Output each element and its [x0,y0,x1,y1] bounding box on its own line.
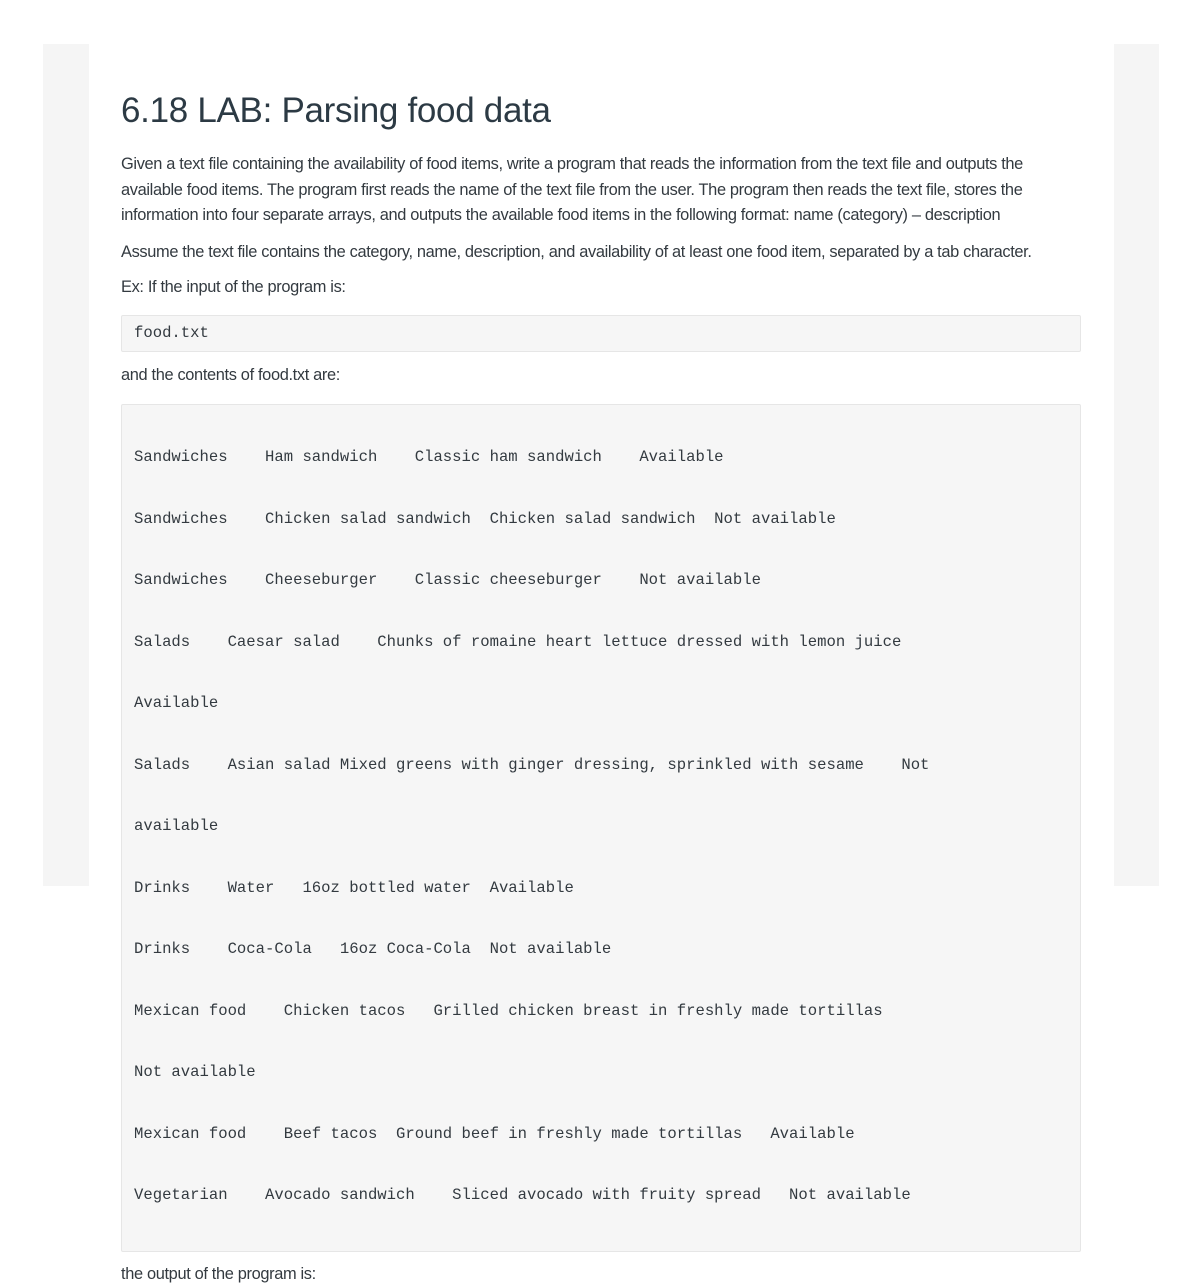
lab-content [121,44,1081,1287]
assumption-paragraph: Assume the text file contains the category, name, description, and availability of at least one food item, separated by a tab character. [121,240,1081,266]
file-line: Vegetarian Avocado sandwich Sliced avocado with fruity spread Not available [134,1183,1080,1209]
file-line: Available [134,691,1080,717]
page-title: 6.18 LAB: Parsing food data [121,89,1081,133]
file-line: Sandwiches Ham sandwich Classic ham sandwich Available [134,445,1080,471]
left-gutter [43,44,89,886]
file-line: Drinks Coca-Cola 16oz Coca-Cola Not available [134,937,1080,963]
file-contents-intro: and the contents of food.txt are: [121,363,1081,389]
right-gutter [1114,44,1159,886]
lab-content-panel [89,44,1114,886]
file-line: Salads Asian salad Mixed greens with ginger dressing, sprinkled with sesame Not [134,753,1080,779]
file-line: Drinks Water 16oz bottled water Available [134,876,1080,902]
file-line: Mexican food Chicken tacos Grilled chicken breast in freshly made tortillas [134,999,1080,1025]
file-line: Salads Caesar salad Chunks of romaine heart lettuce dressed with lemon juice [134,630,1080,656]
example-input-code: food.txt [121,315,1081,352]
output-intro-paragraph: the output of the program is: [121,1262,1081,1287]
file-contents-code [121,404,1081,1252]
file-line: Mexican food Beef tacos Ground beef in freshly made tortillas Available [134,1122,1080,1148]
file-line: Sandwiches Cheeseburger Classic cheeseburger Not available [134,568,1080,594]
file-line: available [134,814,1080,840]
example-intro-paragraph: Ex: If the input of the program is: [121,275,1081,301]
file-line: Not available [134,1060,1080,1086]
intro-paragraph: Given a text file containing the availability of food items, write a program that reads the information from the text file and outputs the available food items. The program first reads the name of the text file from the user. The program then reads the text file, stores the information into four separate arrays, and outputs the available food items in the following format: name (category) – description [121,152,1081,229]
file-line: Sandwiches Chicken salad sandwich Chicken salad sandwich Not available [134,507,1080,533]
